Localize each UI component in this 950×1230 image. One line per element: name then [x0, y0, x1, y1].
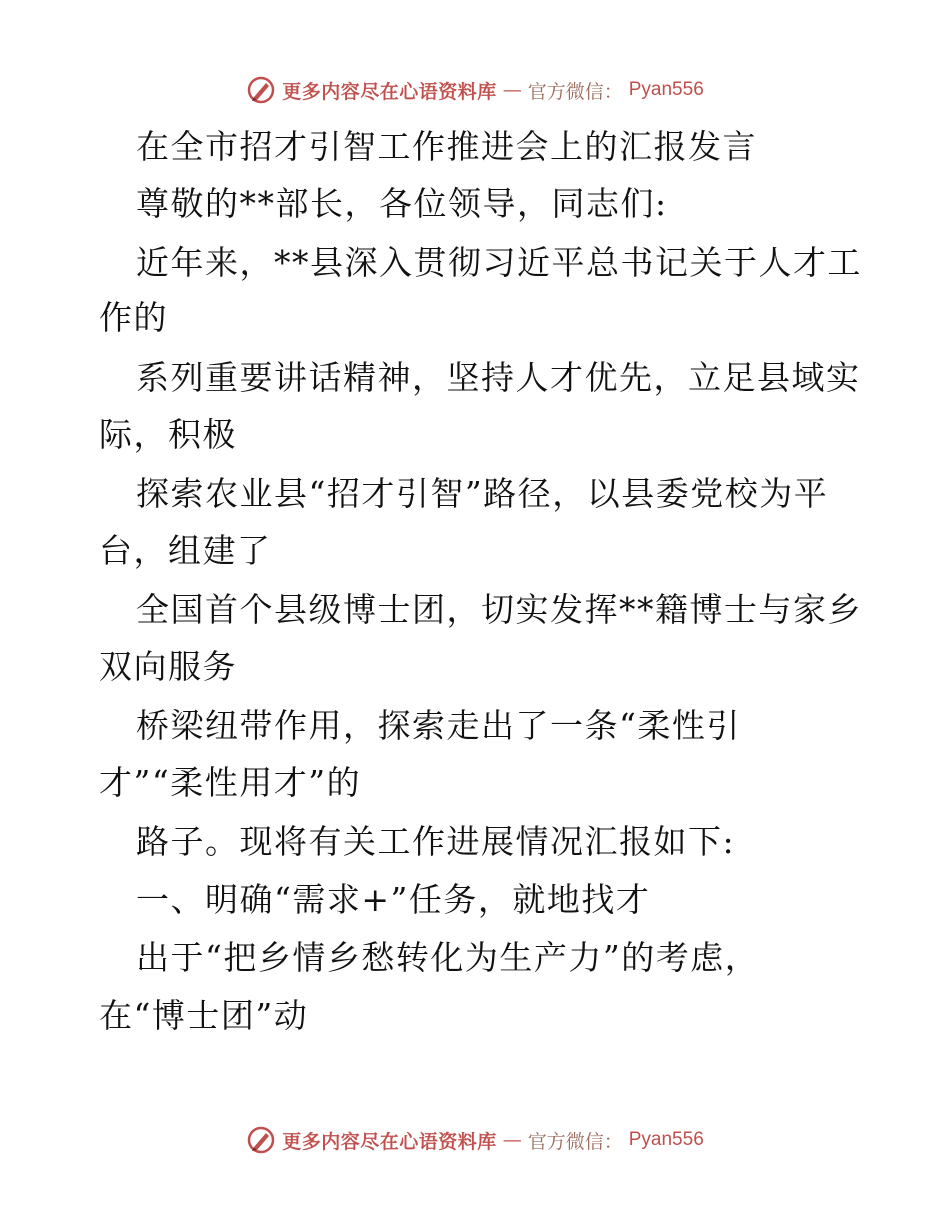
paragraph-line: 桥梁纽带作用，探索走出了一条“柔性引 — [136, 706, 741, 745]
paragraph-line: 系列重要讲话精神，坚持人才优先，立足县域实 — [136, 358, 861, 397]
pen-circle-logo-icon — [246, 75, 276, 105]
watermark-site-text: 更多内容尽在心语资料库 — [282, 1130, 497, 1153]
watermark-site-text: 更多内容尽在心语资料库 — [282, 80, 497, 103]
document-title: 在全市招才引智工作推进会上的汇报发言 — [136, 127, 757, 166]
paragraph-line: 才”“柔性用才”的 — [99, 763, 362, 802]
watermark-wechat-label: 官方微信： — [527, 1130, 623, 1153]
paragraph-line: 路子。现将有关工作进展情况汇报如下: — [136, 822, 736, 861]
watermark-wechat-id: Pyan556 — [628, 79, 704, 100]
section-heading: 一、明确“需求+”任务，就地找才 — [136, 880, 651, 919]
header-watermark — [0, 70, 950, 110]
paragraph-line: 在“博士团”动 — [99, 996, 309, 1035]
paragraph-line: 近年来，**县深入贯彻习近平总书记关于人才工 — [136, 243, 862, 282]
watermark-wechat-label: 官方微信： — [527, 80, 623, 103]
watermark-dash: — — [502, 79, 522, 101]
salutation: 尊敬的**部长，各位领导，同志们: — [136, 184, 668, 223]
paragraph-line: 出于“把乡情乡愁转化为生产力”的考虑， — [136, 938, 760, 977]
paragraph-line: 探索农业县“招才引智”路径，以县委党校为平 — [136, 474, 829, 513]
paragraph-line: 作的 — [99, 298, 168, 337]
paragraph-line: 际，积极 — [99, 415, 237, 454]
paragraph-line: 全国首个县级博士团，切实发挥**籍博士与家乡 — [136, 590, 862, 629]
watermark-dash: — — [502, 1129, 522, 1151]
footer-watermark — [0, 1120, 950, 1160]
paragraph-line: 双向服务 — [99, 647, 237, 686]
pen-circle-logo-icon — [246, 1125, 276, 1155]
paragraph-line: 台，组建了 — [99, 531, 272, 570]
watermark-wechat-id: Pyan556 — [628, 1129, 704, 1150]
